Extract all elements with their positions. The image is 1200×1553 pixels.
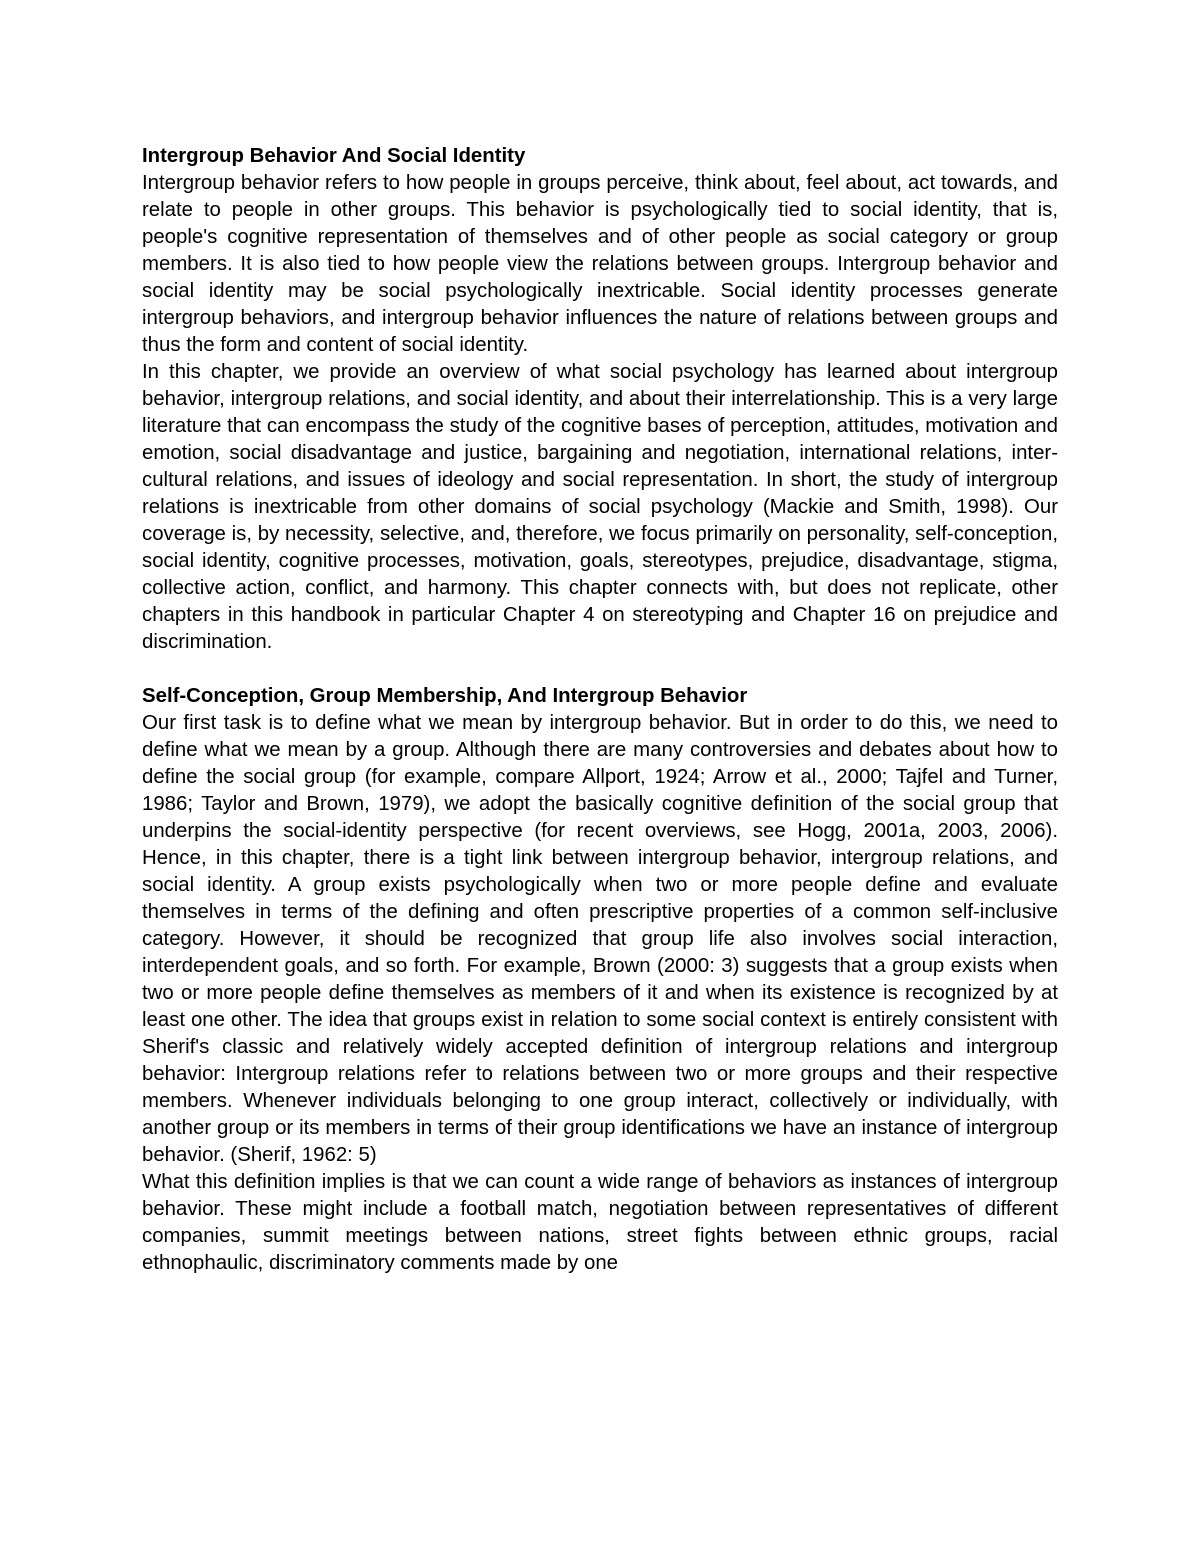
paragraph-intergroup-definition: Intergroup behavior refers to how people in groups perceive, think about, feel about, act towards, and relate to people in other groups. This behavior is psychologically tied to social identity, that is, people's cognitive representation of themselves and of other people as social category or group members. It is also tied to how people view the relations between groups. Intergroup behavior and social identity may be social psychologically inextricable. Social identity processes generate intergroup behaviors, and intergroup behavior influences the nature of relations between groups and thus the form and content of social identity. [142,172,1058,356]
paragraph-group-definition: Our first task is to define what we mean by intergroup behavior. But in order to do this, we need to define what we mean by a group. Although there are many controversies and debates about how to define the social group (for example, compare Allport, 1924; Arrow et al., 2000; Tajfel and Turner, 1986; Taylor and Brown, 1979), we adopt the basically cognitive definition of the social group that underpins the social-identity perspective (for recent overviews, see Hogg, 2001a, 2003, 2006). Hence, in this chapter, there is a tight link between intergroup behavior, intergroup relations, and social identity. A group exists psychologically when two or more people define and evaluate themselves in terms of the defining and often prescriptive properties of a common self-inclusive category. However, it should be recognized that group life also involves social interaction, interdependent goals, and so forth. For example, Brown (2000: 3) suggests that a group exists when two or more people define themselves as members of it and when its existence is recognized by at least one other. The idea that groups exist in relation to some social context is entirely consistent with Sherif's classic and relatively widely accepted definition of intergroup relations and intergroup behavior: Intergroup relations refer to relations between two or more groups and their respective members. Whenever individuals belonging to one group interact, collectively or individually, with another group or its members in terms of their group identifications we have an instance of intergroup behavior. (Sherif, 1962: 5) [142,712,1058,1166]
paragraph-chapter-overview: In this chapter, we provide an overview of what social psychology has learned about intergroup behavior, intergroup relations, and social identity, and about their interrelationship. This is a very large literature that can encompass the study of the cognitive bases of perception, attitudes, motivation and emotion, social disadvantage and justice, bargaining and negotiation, international relations, inter-cultural relations, and issues of ideology and social representation. In short, the study of intergroup relations is inextricable from other domains of social psychology (Mackie and Smith, 1998). Our coverage is, by necessity, selective, and, therefore, we focus primarily on personality, self-conception, social identity, cognitive processes, motivation, goals, stereotypes, prejudice, disadvantage, stigma, collective action, conflict, and harmony. This chapter connects with, but does not replicate, other chapters in this handbook in particular Chapter 4 on stereotyping and Chapter 16 on prejudice and discrimination. [142,361,1058,653]
section-heading-self-conception: Self-Conception, Group Membership, And Intergroup Behavior [142,685,748,707]
document-page [142,143,1058,1277]
section-heading-intergroup-behavior: Intergroup Behavior And Social Identity [142,145,526,167]
paragraph-definition-implications: What this definition implies is that we can count a wide range of behaviors as instances of intergroup behavior. These might include a football match, negotiation between representatives of different companies, summit meetings between nations, street fights between ethnic groups, racial ethnophaulic, discriminatory comments made by one [142,1171,1058,1274]
section-spacer [142,656,1058,683]
